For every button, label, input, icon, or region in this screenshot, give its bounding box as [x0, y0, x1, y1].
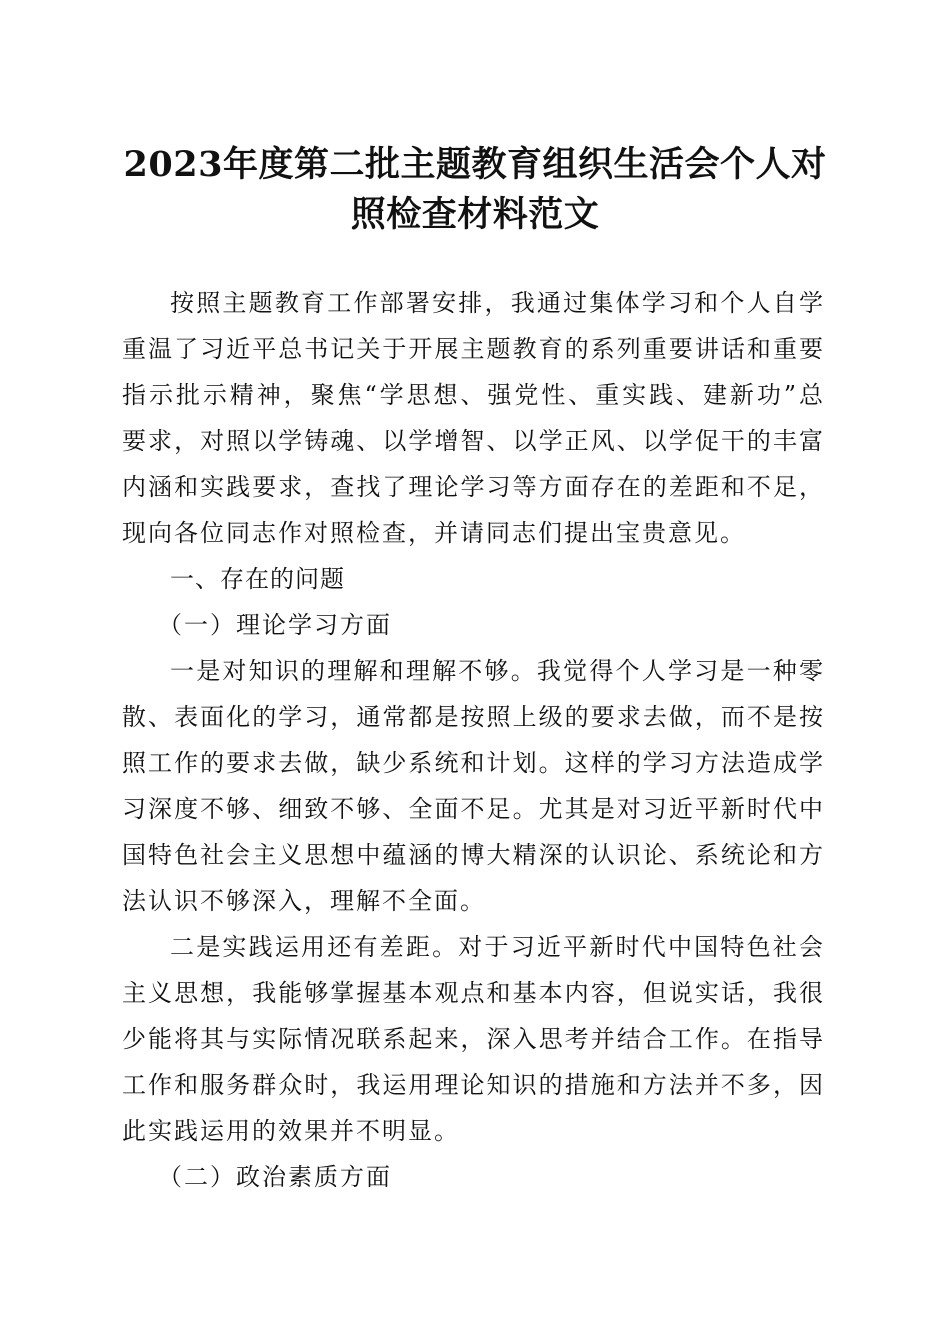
- title-line-2: 照检查材料范文: [350, 194, 600, 235]
- paragraph-point-1: 一是对知识的理解和理解不够。我觉得个人学习是一种零散、表面化的学习，通常都是按照上级的要求去做，而不是按照工作的要求去做，缺少系统和计划。这样的学习方法造成学习深度不够、细致不够、全面不足。尤其是对习近平新时代中国特色社会主义思想中蕴涵的博大精深的认识论、系统论和方法认识不够深入，理解不全面。: [122, 657, 825, 915]
- title-line-1: 2023年度第二批主题教育组织生活会个人对: [123, 144, 827, 185]
- subsection-heading-theory: （一）理论学习方面: [158, 611, 392, 639]
- paragraph-point-2: 二是实践运用还有差距。对于习近平新时代中国特色社会主义思想，我能够掌握基本观点和基本内容，但说实话，我很少能将其与实际情况联系起来，深入思考并结合工作。在指导工作和服务群众时，我运用理论知识的措施和方法并不多，因此实践运用的效果并不明显。: [122, 933, 825, 1145]
- intro-paragraph: 按照主题教育工作部署安排，我通过集体学习和个人自学重温了习近平总书记关于开展主题教育的系列重要讲话和重要指示批示精神，聚焦“学思想、强党性、重实践、建新功”总要求，对照以学铸魂、以学增智、以学正风、以学促干的丰富内涵和实践要求，查找了理论学习等方面存在的差距和不足，现向各位同志作对照检查，并请同志们提出宝贵意见。: [122, 289, 825, 547]
- document-title: [120, 140, 830, 240]
- section-heading-problems: 一、存在的问题: [170, 565, 345, 593]
- subsection-heading-political: （二）政治素质方面: [158, 1163, 392, 1191]
- document-body: [122, 280, 825, 1200]
